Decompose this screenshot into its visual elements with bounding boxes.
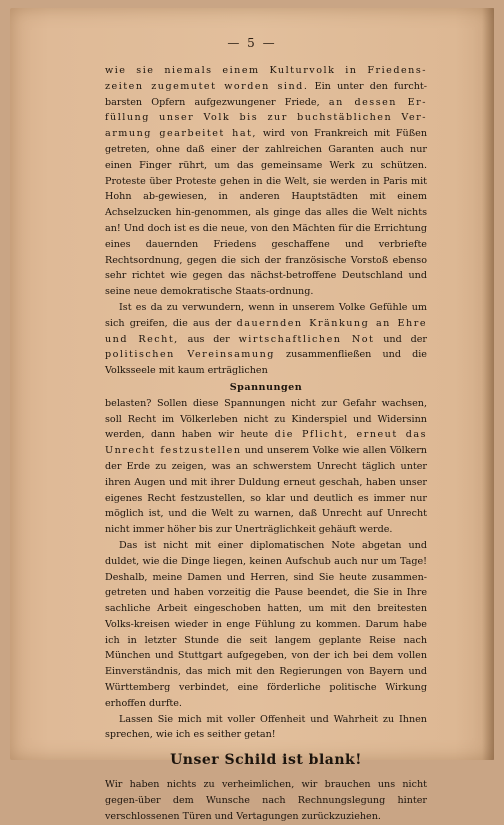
emphasized-text: an dessen Er-füllung unser Volk bis zur buchstäblichen Ver-armung gearbeitet hat, bbox=[105, 96, 427, 140]
text-segment: wird von Frankreich mit Füßen getreten, ohne daß einer der zahlreichen Garanten auch nur einen Finger rührt, um das gemeinsame Werk zu schützen. Proteste über Proteste gehen in die Welt, sie werden in Paris mit Hohn ab-gewiesen, in anderen Hauptstädten mit einem Achselzucken hin-genommen, als ginge das alles die Welt nichts an! Und doch ist es die neue, von den Mächten für die Errichtung eines dauernden Friedens geschaffene und verbriefte Rechtsordnung, gegen die sich der französische Vorstoß ebenso sehr richtet wie gegen das nächst-betroffene Deutschland und seine neue demokratische Staats-ordnung. bbox=[105, 128, 427, 298]
emphasized-text: dauernden Kränkung an Ehre und Recht, bbox=[105, 317, 428, 345]
text-segment: Ein unter den furcht-barsten Opfern aufgezwungener Friede, bbox=[105, 80, 428, 108]
paragraph bbox=[105, 538, 427, 712]
paragraph bbox=[105, 63, 427, 300]
text-segment: und der bbox=[374, 333, 427, 345]
page-binding-edge bbox=[482, 8, 494, 760]
text-segment: Ist es da zu verwundern, wenn in unserem Volke Gefühle um sich greifen, die aus der bbox=[105, 301, 427, 329]
book-page bbox=[10, 8, 494, 822]
section-subtitle: Spannungen bbox=[229, 381, 303, 393]
text-segment: Wir haben nichts zu verheimlichen, wir brauchen uns nicht gegen-über dem Wunsche nach Rechnungslegung hinter verschlossenen Türen und Vertagungen zurückzuziehen. bbox=[105, 779, 427, 822]
emphasized-text: wie sie niemals einem Kulturvolk in Friedens-zeiten zugemutet worden sind. bbox=[105, 65, 427, 92]
text-segment: Lassen Sie mich mit voller Offenheit und Wahrheit zu Ihnen sprechen, wie ich es seither getan! bbox=[105, 713, 427, 741]
text-segment: Das ist nicht mit einer diplomatischen Note abgetan und duldet, wie die Dinge liegen, keinen Aufschub auch nur um Tage! Deshalb, meine Damen und Herren, sind Sie heute zusammen-getreten und haben vorzeitig die Pause beendet, die Sie in Ihre sachliche Arbeit eingeschoben hatten, um mit den breitesten Volks-kreisen wieder in enge Fühlung zu kommen. Darum habe ich in letzter Stunde die seit langem geplante Reise nach München und Stuttgart aufgegeben, von der ich bei dem vollen Einverständnis, das mich mit den Regierungen von Bayern und Württemberg verbindet, eine förderliche politische Wirkung erhoffen durfte. bbox=[105, 539, 427, 709]
emphasized-text: politischen Vereinsamung bbox=[105, 349, 275, 361]
paragraph bbox=[105, 396, 427, 538]
text-segment: aus der bbox=[178, 333, 239, 345]
emphasized-text: wirtschaftlichen Not bbox=[238, 333, 375, 345]
paragraph bbox=[105, 777, 427, 824]
text-segment: zusammenfließen und die Volksseele mit kaum erträglichen bbox=[105, 349, 427, 377]
paragraph bbox=[105, 300, 427, 379]
text-segment: belasten? Sollen diese Spannungen nicht zur Gefahr wachsen, soll Recht im Völkerleben nicht zu Kinderspiel und Widersinn werden, dann haben wir heute bbox=[105, 397, 427, 441]
paragraph bbox=[105, 712, 427, 744]
body-text bbox=[105, 63, 427, 825]
text-segment: und unserem Volke wie allen Völkern der Erde zu zeigen, was an schwerstem Unrecht täglich unter ihren Augen und mit ihrer Duldung erneut geschah, haben unser eigenes Recht festzustellen, so klar und deutlich es immer nur möglich ist, und die Welt zu warnen, daß Unrecht auf Unrecht nicht immer höher bis zur Unerträglichkeit gehäuft werde. bbox=[105, 445, 427, 536]
page-number: — 5 — bbox=[227, 36, 277, 50]
emphasized-text: die Pflicht, erneut das Unrecht festzustellen bbox=[105, 429, 427, 457]
section-heading: Unser Schild ist blank! bbox=[170, 752, 362, 769]
